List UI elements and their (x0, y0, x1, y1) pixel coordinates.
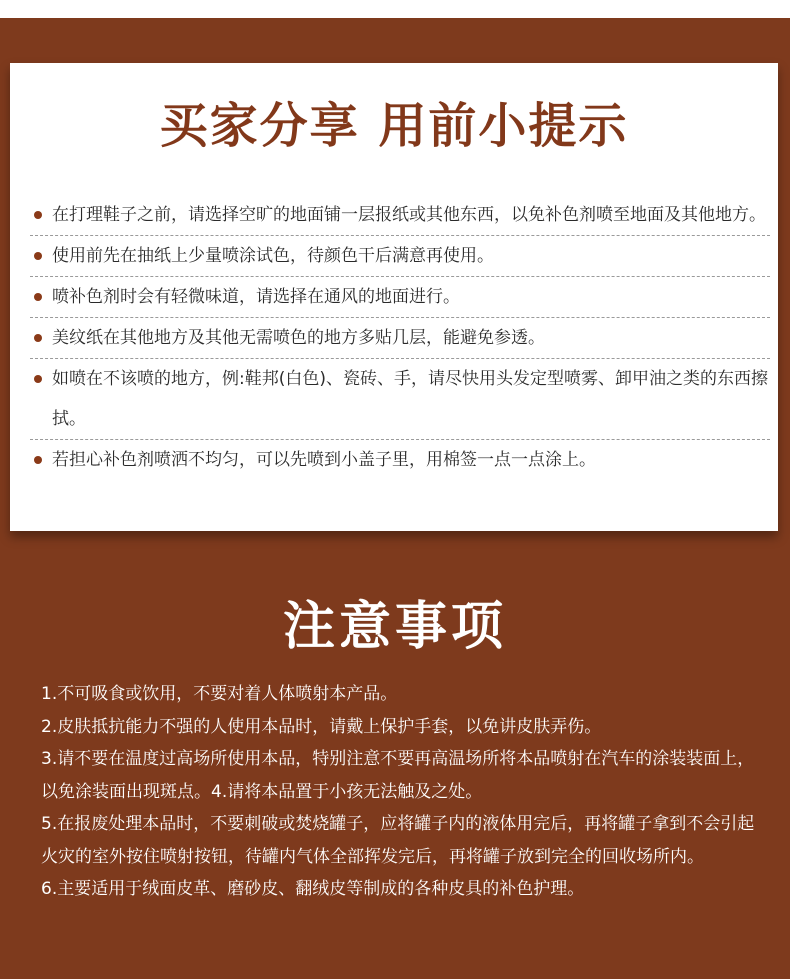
tip-item (30, 359, 770, 440)
tip-text: 若担心补色剂喷洒不均匀，可以先喷到小盖子里，用棉签一点一点涂上。 (52, 450, 596, 470)
tip-item (30, 318, 770, 359)
tip-item (30, 236, 770, 277)
notice-item: 1.不可吸食或饮用，不要对着人体喷射本产品。 (41, 684, 398, 704)
tips-title: 买家分享 用前小提示 (159, 98, 629, 154)
tip-item (30, 195, 770, 236)
bullet-dot-icon (34, 375, 42, 383)
notice-item: 5.在报废处理本品时，不要刺破或焚烧罐子，应将罐子内的液体用完后，再将罐子拿到不会引起火灾的室外按住喷射按钮，待罐内气体全部挥发完后，再将罐子放到完全的回收场所内。 (41, 814, 755, 867)
tip-text: 在打理鞋子之前，请选择空旷的地面铺一层报纸或其他东西，以免补色剂喷至地面及其他地方。 (52, 205, 766, 225)
bullet-dot-icon (34, 334, 42, 342)
notice-item: 6.主要适用于绒面皮革、磨砂皮、翻绒皮等制成的各种皮具的补色护理。 (41, 879, 585, 899)
bullet-dot-icon (34, 293, 42, 301)
tip-text: 美纹纸在其他地方及其他无需喷色的地方多贴几层，能避免参透。 (52, 328, 545, 348)
notice-list (41, 678, 761, 906)
tips-list (30, 195, 770, 480)
top-strip (0, 0, 790, 18)
notice-item: 2.皮肤抵抗能力不强的人使用本品时，请戴上保护手套，以免讲皮肤弄伤。 (41, 716, 602, 737)
bullet-dot-icon (34, 211, 42, 219)
tip-text: 喷补色剂时会有轻微味道，请选择在通风的地面进行。 (52, 287, 460, 307)
notice-item: 3.请不要在温度过高场所使用本品，特别注意不要再高温场所将本品喷射在汽车的涂装装面上，以免涂装面出现斑点。4.请将本品置于小孩无法触及之处。 (41, 749, 755, 802)
tips-card (10, 63, 778, 531)
tip-text: 如喷在不该喷的地方，例:鞋邦(白色)、瓷砖、手，请尽快用头发定型喷雾、卸甲油之类的东西擦拭。 (52, 369, 768, 429)
tip-text: 使用前先在抽纸上少量喷涂试色，待颜色干后满意再使用。 (52, 246, 494, 266)
bullet-dot-icon (34, 456, 42, 464)
tip-item (30, 277, 770, 318)
notice-title: 注意事项 (282, 597, 507, 657)
bullet-dot-icon (34, 252, 42, 260)
tip-item (30, 440, 770, 480)
